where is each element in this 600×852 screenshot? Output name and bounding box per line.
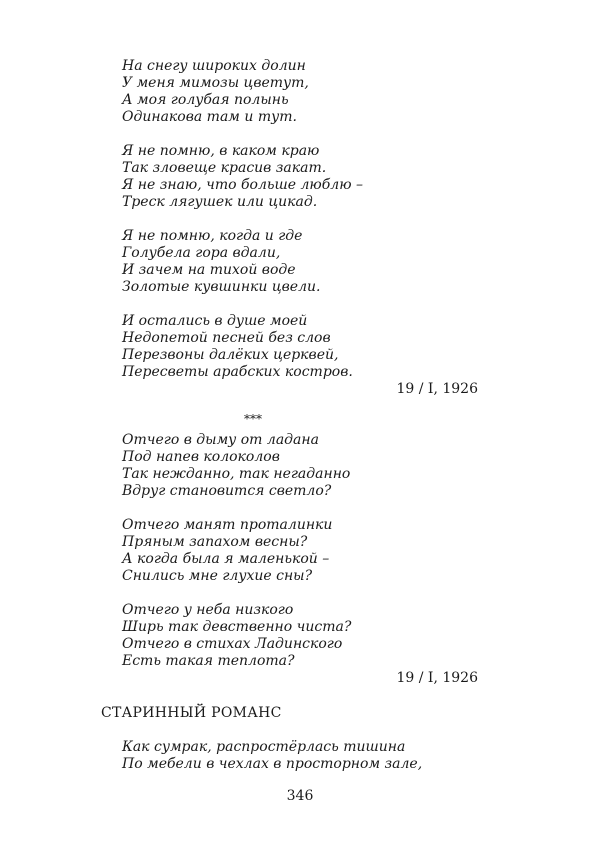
verse-line: Одинакова там и тут. bbox=[122, 109, 297, 125]
verse-line: Под напев колоколов bbox=[122, 449, 280, 465]
poem1-date: 19 / I, 1926 bbox=[396, 381, 478, 397]
verse-line: А моя голубая полынь bbox=[122, 92, 289, 108]
verse-line: И остались в душе моей bbox=[122, 313, 308, 329]
page-number: 346 bbox=[286, 788, 314, 804]
verse-line: Так зловеще красив закат. bbox=[122, 160, 327, 176]
verse-line: Отчего у неба низкого bbox=[122, 602, 294, 618]
verse-line: Я не знаю, что больше люблю – bbox=[122, 177, 363, 193]
poem-title: СТАРИННЫЙ РОМАНС bbox=[101, 705, 282, 721]
poem1-stanza-2 bbox=[122, 143, 363, 211]
verse-line: Снились мне глухие сны? bbox=[122, 568, 313, 584]
verse-line: Как сумрак, распростёрлась тишина bbox=[122, 739, 406, 755]
poem1-stanza-1 bbox=[122, 58, 309, 126]
verse-line: Ширь так девственно чиста? bbox=[122, 619, 352, 635]
verse-line: А когда была я маленькой – bbox=[122, 551, 330, 567]
verse-line: Недопетой песней без слов bbox=[122, 330, 331, 346]
verse-line: Треск лягушек или цикад. bbox=[122, 194, 318, 210]
verse-line: Так нежданно, так негаданно bbox=[122, 466, 351, 482]
poem2-stanza-1 bbox=[122, 432, 350, 500]
poem3-stanza-1 bbox=[122, 739, 422, 773]
poem2-stanza-3 bbox=[122, 602, 351, 670]
poem1-stanza-4 bbox=[122, 313, 353, 381]
verse-line: Отчего в дыму от ладана bbox=[122, 432, 319, 448]
verse-line: Отчего манят проталинки bbox=[122, 517, 333, 533]
verse-line: Есть такая теплота? bbox=[122, 653, 295, 669]
verse-line: Отчего в стихах Ладинского bbox=[122, 636, 343, 652]
verse-line: И зачем на тихой воде bbox=[122, 262, 296, 278]
verse-line: У меня мимозы цветут, bbox=[122, 75, 309, 91]
verse-line: Перезвоны далёких церквей, bbox=[122, 347, 339, 363]
poem1-stanza-3 bbox=[122, 228, 320, 296]
verse-line: Голубела гора вдали, bbox=[122, 245, 281, 261]
verse-line: По мебели в чехлах в просторном зале, bbox=[122, 756, 423, 772]
verse-line: Пряным запахом весны? bbox=[122, 534, 308, 550]
poem2-stanza-2 bbox=[122, 517, 332, 585]
verse-line: Я не помню, в каком краю bbox=[122, 143, 320, 159]
verse-line: Золотые кувшинки цвели. bbox=[122, 279, 321, 295]
verse-line: На снегу широких долин bbox=[122, 58, 306, 74]
verse-line: Я не помню, когда и где bbox=[122, 228, 303, 244]
section-separator: *** bbox=[244, 412, 262, 426]
verse-line: Вдруг становится светло? bbox=[122, 483, 332, 499]
poem2-date: 19 / I, 1926 bbox=[396, 670, 478, 686]
verse-line: Пересветы арабских костров. bbox=[122, 364, 353, 380]
